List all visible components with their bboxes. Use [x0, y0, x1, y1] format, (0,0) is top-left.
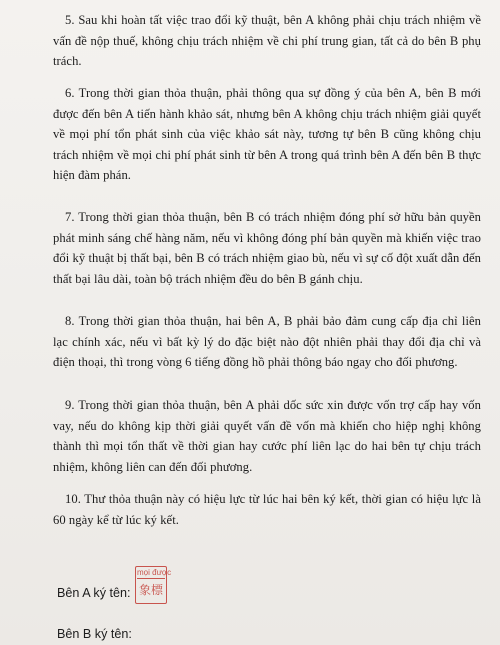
clause-10: 10. Thư thỏa thuận này có hiệu lực từ lúc hai bên ký kết, thời gian có hiệu lực là 60 ngày kể từ lúc ký kết. [53, 492, 481, 527]
stamp-mark-text: 象標 [138, 583, 163, 597]
clause-8: 8. Trong thời gian thỏa thuận, hai bên A, B phải bảo đảm cung cấp địa chỉ liên lạc chính xác, nếu vì bất kỳ lý do đặc biệt nào đột nhiên phải thay đổi địa chỉ và điện thoại, thì trong vòng 6 tiếng đồng hồ phải thông báo ngay cho đối phương. [53, 314, 481, 369]
red-seal-stamp [135, 566, 172, 604]
party-a-signature-label: Bên A ký tên: [57, 586, 131, 600]
stamp-top-text: mọi được [137, 568, 172, 577]
clause-5: 5. Sau khi hoàn tất việc trao đổi kỹ thuật, bên A không phải chịu trách nhiệm về vấn đề nộp thuế, không chịu trách nhiệm về chi phí trung gian, tất cả do bên B phụ trách. [53, 13, 481, 68]
clause-6: 6. Trong thời gian thỏa thuận, phải thông qua sự đồng ý của bên A, bên B mới được đến bên A tiến hành khảo sát, nhưng bên A không chịu trách nhiệm giải quyết về mọi phí tổn phát sinh của việc khảo sát này, tương tự bên B cũng không chịu trách nhiệm về mọi chi phí phát sinh từ bên A trong quá trình bên A đến bên B thực hiện đàm phán. [53, 86, 481, 182]
party-b-signature-label: Bên B ký tên: [57, 627, 132, 641]
clause-9: 9. Trong thời gian thỏa thuận, bên A phải dốc sức xin được vốn trợ cấp hay vốn vay, nếu do không kịp thời giải quyết vấn đề vốn mà khiến cho hiệp nghị không thành thì mọi tổn thất về thời gian hay cước phí liên lạc do hai bên tự chịu trách nhiệm, không liên can đến đối phương. [53, 398, 481, 474]
clause-7: 7. Trong thời gian thỏa thuận, bên B có trách nhiệm đóng phí sở hữu bản quyền phát minh sáng chế hàng năm, nếu vì không đóng phí bản quyền mà khiến việc trao đổi kỹ thuật bị thất bại, bên B có trách nhiệm giao bù, nếu vì sự cố đột xuất dẫn đến thất bại lâu dài, toàn bộ trách nhiệm đều do bên B gánh chịu. [53, 210, 481, 286]
